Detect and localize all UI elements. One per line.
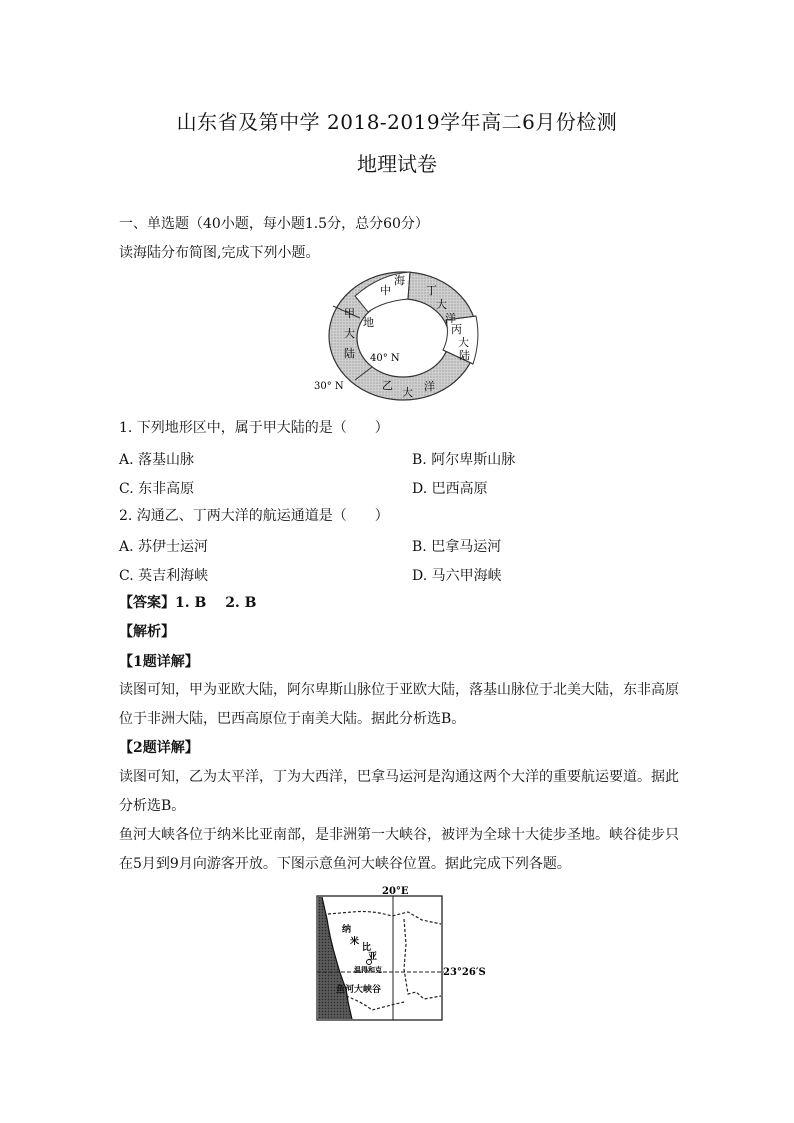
ring-lat-inner: 40° N (370, 353, 400, 364)
paragraph-line-2: 在5月到9月向游客开放。下图示意鱼河大峡谷位置。据此完成下列各题。 (119, 856, 571, 872)
q2-option-b: B. 巴拿马运河 (412, 539, 502, 555)
ring-label-yang1: 洋 (445, 312, 456, 325)
ring-label-lu1: 陆 (459, 349, 470, 362)
ring-label-jia: 甲 (344, 307, 355, 320)
detail-2-line-2: 分析选B。 (119, 798, 186, 814)
paragraph-line-1: 鱼河大峡各位于纳米比亚南部，是非洲第一大峡谷，被评为全球十大徒步圣地。峡谷徒步只 (119, 827, 679, 843)
detail-1-heading: 【1题详解】 (119, 654, 199, 670)
city-label: 温得和克 (354, 965, 382, 974)
ring-label-da2: 大 (458, 336, 469, 349)
q1-option-a: A. 落基山脉 (119, 452, 195, 468)
map-lat-label: 23°26′S (443, 967, 486, 978)
analysis-heading: 【解析】 (119, 624, 175, 640)
country-char-3: 比 (362, 943, 372, 953)
q1-option-b: B. 阿尔卑斯山脉 (412, 452, 516, 468)
q1-option-d: D. 巴西高原 (412, 481, 488, 497)
ring-label-yang2: 洋 (424, 380, 435, 393)
intro-text: 读海陆分布简图,完成下列小题。 (119, 245, 320, 261)
ring-label-ding: 丁 (426, 284, 437, 297)
detail-2-line-1: 读图可知，乙为太平洋，丁为大西洋，巴拿马运河是沟通这两个大洋的重要航运要道。据此 (119, 769, 679, 785)
country-char-4: 亚 (368, 952, 378, 962)
q2-option-d: D. 马六甲海峡 (412, 568, 502, 584)
canyon-label: 鱼河大峡谷 (336, 985, 382, 995)
q1-option-c: C. 东非高原 (119, 481, 195, 497)
land-sea-ring-map (310, 268, 485, 403)
page-subtitle: 地理试卷 (357, 152, 437, 176)
ring-label-zhong: 中 (380, 284, 391, 297)
ring-label-yi: 乙 (382, 379, 393, 392)
ring-lat-outer: 30° N (314, 381, 344, 392)
ring-label-bing: 丙 (451, 323, 462, 336)
detail-2-heading: 【2题详解】 (119, 740, 199, 756)
country-char-1: 纳 (342, 925, 352, 935)
ring-label-lu2: 陆 (344, 347, 355, 360)
answer-line: 【答案】1. B 2. B (119, 595, 257, 611)
detail-1-line-2: 位于非洲大陆，巴西高原位于南美大陆。据此分析选B。 (119, 711, 466, 727)
section-heading: 一、单选题（40小题，每小题1.5分，总分60分） (119, 216, 429, 232)
ring-label-da3: 大 (344, 327, 355, 340)
q2-option-c: C. 英吉利海峡 (119, 568, 209, 584)
country-char-2: 米 (350, 937, 360, 947)
ring-label-da4: 大 (402, 386, 413, 399)
page-title: 山东省及第中学 2018-2019学年高二6月份检测 (176, 110, 618, 134)
fish-river-canyon-map (312, 884, 487, 1024)
map-lon-label: 20°E (382, 886, 409, 897)
ring-label-di: 地 (363, 316, 374, 329)
ring-label-da1: 大 (436, 298, 447, 311)
q2-option-a: A. 苏伊士运河 (119, 539, 209, 555)
ring-label-hai: 海 (394, 274, 405, 287)
detail-1-line-1: 读图可知，甲为亚欧大陆，阿尔卑斯山脉位于亚欧大陆，落基山脉位于北美大陆，东非高原 (119, 682, 679, 698)
question-2-stem: 2. 沟通乙、丁两大洋的航运通道是（ ） (119, 508, 389, 524)
question-1-stem: 1. 下列地形区中，属于甲大陆的是（ ） (119, 420, 389, 436)
